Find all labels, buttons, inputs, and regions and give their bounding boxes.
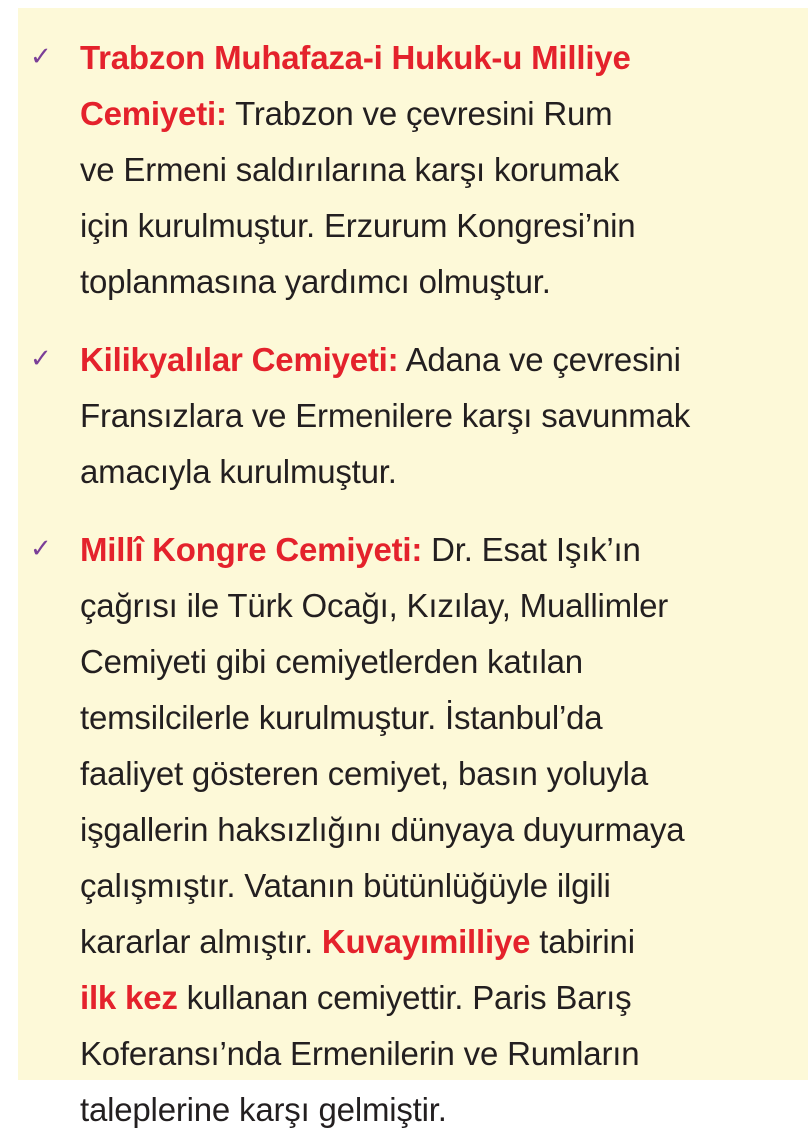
item-text: Trabzon ve çevresini Rum <box>226 95 613 132</box>
item-text: tabirini <box>530 923 635 960</box>
item-heading: Millî Kongre Cemiyeti: <box>80 531 423 568</box>
item-text: temsilcilerle kurulmuştur. İstanbul’da <box>80 699 603 736</box>
item-text: işgallerin haksızlığını dünyaya duyurmaya <box>80 811 685 848</box>
list-item-milli-kongre <box>18 522 808 1138</box>
item-text: ve Ermeni saldırılarına karşı korumak <box>80 151 620 188</box>
item-text: taleplerine karşı gelmiştir. <box>80 1091 447 1128</box>
item-heading: Trabzon Muhafaza-i Hukuk-u Milliye <box>80 39 631 76</box>
item-text: kullanan cemiyettir. Paris Barış <box>177 979 632 1016</box>
item-text: Adana ve çevresini <box>398 341 681 378</box>
list-item-kilikyalilar <box>18 332 808 500</box>
item-line <box>80 332 790 388</box>
checkmark-icon: ✓ <box>30 42 52 72</box>
emphasis-ilk-kez: ilk kez <box>80 979 178 1016</box>
emphasis-kuvayimilliye: Kuvayımilliye <box>321 923 531 960</box>
item-text: faaliyet gösteren cemiyet, basın yoluyla <box>80 755 648 792</box>
checkmark-icon: ✓ <box>30 534 52 564</box>
checkmark-icon: ✓ <box>30 344 52 374</box>
item-text: amacıyla kurulmuştur. <box>80 453 397 490</box>
info-panel <box>18 8 808 1128</box>
item-line <box>80 522 790 578</box>
item-line <box>80 914 790 970</box>
item-text: toplanmasına yardımcı olmuştur. <box>80 263 551 300</box>
item-text: Fransızlara ve Ermenilere karşı savunmak <box>80 397 691 434</box>
item-text: kararlar almıştır. <box>80 923 322 960</box>
item-text: çağrısı ile Türk Ocağı, Kızılay, Muallimler <box>80 587 669 624</box>
item-text: Cemiyeti gibi cemiyetlerden katılan <box>80 643 583 680</box>
item-heading: Kilikyalılar Cemiyeti: <box>80 341 399 378</box>
item-text: çalışmıştır. Vatanın bütünlüğüyle ilgili <box>80 867 611 904</box>
item-text: Koferansı’nda Ermenilerin ve Rumların <box>80 1035 640 1072</box>
item-line <box>80 86 790 142</box>
list-item-trabzon <box>18 30 808 310</box>
item-line <box>80 30 790 86</box>
item-heading-cont: Cemiyeti: <box>80 95 227 132</box>
item-line <box>80 970 790 1026</box>
item-text: için kurulmuştur. Erzurum Kongresi’nin <box>80 207 636 244</box>
item-text: Dr. Esat Işık’ın <box>422 531 641 568</box>
